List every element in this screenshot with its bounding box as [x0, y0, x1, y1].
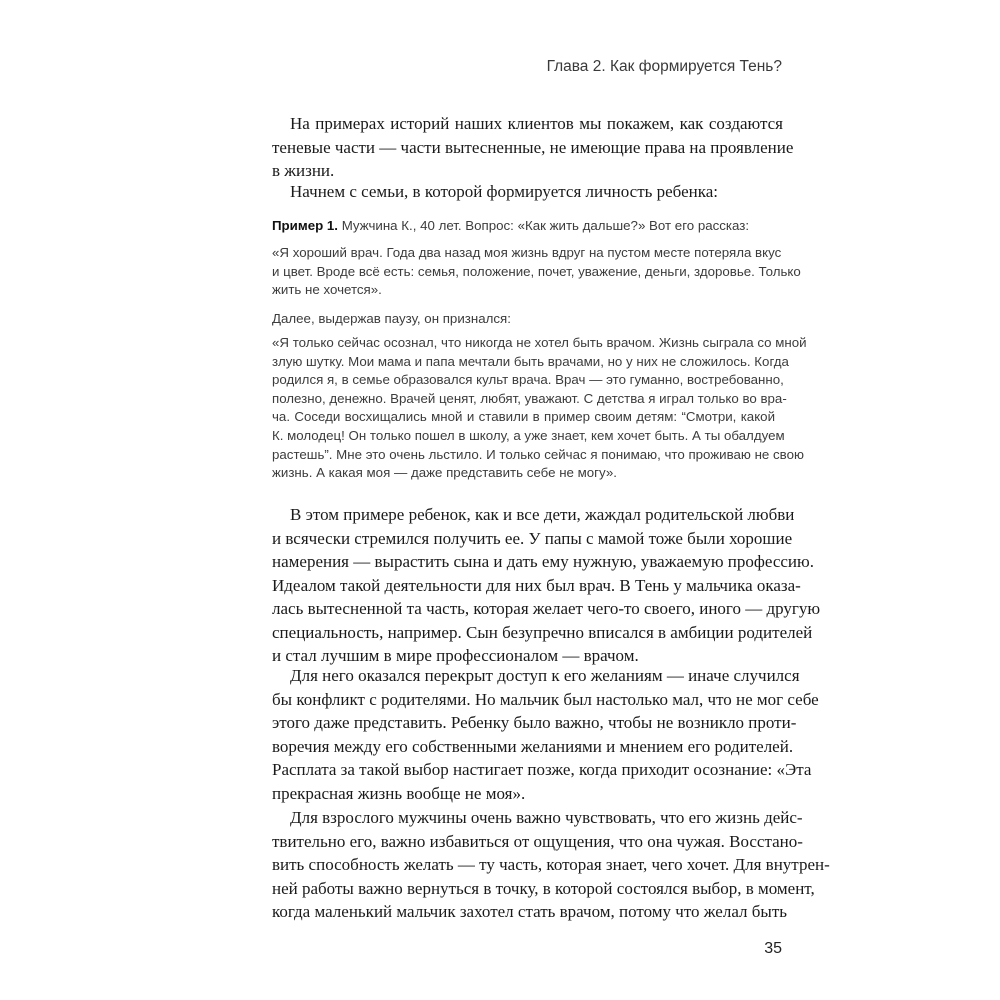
- paragraph-2: [272, 664, 819, 805]
- text-line: и стал лучшим в мире профессионалом — врачом.: [272, 646, 639, 665]
- text-line: Для него оказался перекрыт доступ к его желаниям — иначе случился: [290, 666, 800, 685]
- quote-line: К. молодец! Он только пошел в школу, а уже знает, кем хочет быть. А ты обалдуем: [272, 427, 785, 443]
- quote-line: Далее, выдержав паузу, он признался:: [272, 311, 511, 326]
- quote-line: жить не хочется».: [272, 282, 382, 298]
- quote-line: растешь”. Мне это очень льстило. И только сейчас я понимаю, что проживаю не свою: [272, 446, 804, 462]
- quote-line: полезно, денежно. Врачей ценят, любят, уважают. С детства я играл только во вра-: [272, 390, 787, 406]
- text-line: в жизни.: [272, 161, 335, 180]
- quote-line: злую шутку. Мои мама и папа мечтали быть врачами, но у них не сложилось. Когда: [272, 353, 789, 369]
- running-head: Глава 2. Как формируется Тень?: [546, 58, 782, 75]
- example-pause-line: [272, 310, 775, 329]
- text-line: вить способность желать — ту часть, которая знает, чего хочет. Для внутрен-: [272, 855, 830, 874]
- text-line: В этом примере ребенок, как и все дети, жаждал родительской любви: [290, 505, 795, 524]
- text-line: намерения — вырастить сына и дать ему нужную, уважаемую профессию.: [272, 552, 814, 571]
- text-line: и всячески стремился получить ее. У папы с мамой тоже были хорошие: [272, 528, 793, 548]
- paragraph-1: [272, 503, 821, 668]
- example-label: Пример 1.: [272, 218, 338, 233]
- example-quote-1: [272, 244, 801, 300]
- example-quote-2: [272, 334, 807, 483]
- text-line: ней работы важно вернуться в точку, в которой состоялся выбор, в момент,: [272, 878, 815, 898]
- family-paragraph: [272, 180, 783, 204]
- example-title-text: Мужчина К., 40 лет. Вопрос: «Как жить дальше?» Вот его рассказ:: [338, 218, 750, 233]
- intro-paragraph: [272, 112, 794, 183]
- text-line: На примерах историй наших клиентов мы покажем, как создаются: [290, 114, 783, 133]
- text-line: прекрасная жизнь вообще не моя».: [272, 783, 526, 803]
- page-number: 35: [764, 940, 782, 957]
- text-line: Начнем с семьи, в которой формируется личность ребенка:: [290, 182, 719, 201]
- quote-line: и цвет. Вроде всё есть: семья, положение, почет, уважение, деньги, здоровье. Только: [272, 263, 801, 279]
- text-line: Расплата за такой выбор настигает позже, когда приходит осознание: «Эта: [272, 760, 812, 779]
- text-line: когда маленький мальчик захотел стать врачом, потому что желал быть: [272, 902, 788, 921]
- text-line: воречия между его собственными желаниями и мнением его родителей.: [272, 736, 794, 756]
- text-line: теневые части — части вытесненные, не имеющие права на проявление: [272, 137, 794, 157]
- text-line: бы конфликт с родителями. Но мальчик был настолько мал, что не мог себе: [272, 689, 819, 709]
- quote-line: родился я, в семье образовался культ врача. Врач — это гуманно, востребованно,: [272, 372, 784, 388]
- quote-line: жизнь. А какая моя — даже представить себе не могу».: [272, 465, 617, 481]
- paragraph-3: [272, 806, 830, 924]
- quote-line: «Я только сейчас осознал, что никогда не хотел быть врачом. Жизнь сыграла со мной: [272, 335, 807, 350]
- text-line: Идеалом такой деятельности для них был врач. В Тень у мальчика оказа-: [272, 575, 801, 595]
- text-line: Для взрослого мужчины очень важно чувствовать, что его жизнь дейс-: [290, 808, 803, 827]
- text-line: специальность, например. Сын безупречно вписался в амбиции родителей: [272, 622, 813, 642]
- quote-line: ча. Соседи восхищались мной и ставили в пример своим детям: “Смотри, какой: [272, 409, 775, 425]
- quote-line: «Я хороший врач. Года два назад моя жизнь вдруг на пустом месте потеряла вкус: [272, 245, 782, 260]
- text-line: этого даже представить. Ребенку было важно, чтобы не возникло проти-: [272, 713, 797, 732]
- text-line: лась вытесненной та часть, которая желает чего-то своего, иного — другую: [272, 599, 821, 618]
- example-title: [272, 217, 775, 236]
- text-line: твительно его, важно избавиться от ощущения, что она чужая. Восстано-: [272, 831, 803, 851]
